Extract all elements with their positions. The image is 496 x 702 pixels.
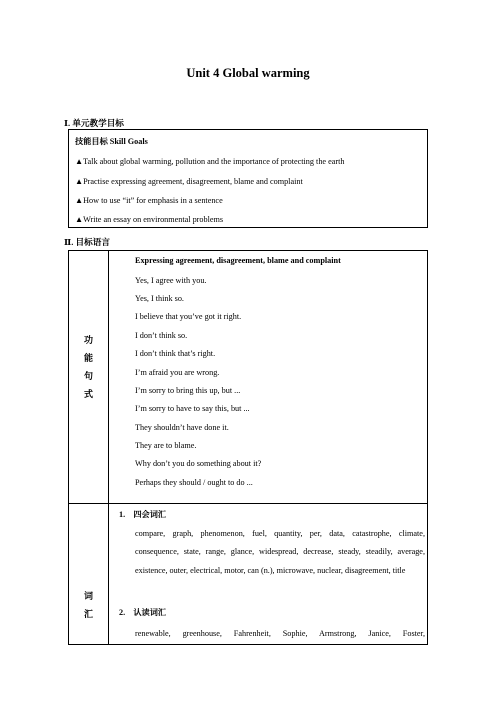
functional-sentence: I’m sorry to have to say this, but ... [135, 404, 250, 413]
vocabulary-label: 词 汇 [83, 591, 93, 619]
functional-sentences-label: 功 能 句 式 [83, 335, 93, 399]
functional-sentence: They shouldn’t have done it. [135, 423, 229, 432]
vocab-list-2: renewable, greenhouse, Fahrenheit, Sophie, Armstrong, Janice, Foster, [135, 629, 425, 638]
skill-goal-item: ▲How to use “it” for emphasis in a sentence [75, 196, 223, 205]
skill-goals-box [68, 129, 428, 228]
vocab-list-1: compare, graph, phenomenon, fuel, quantity, per, data, catastrophe, climate, consequence, state, range, glance, widespread, decrease, steady, steadily, average, existence, outer, electrical, motor, can (n.), microwave, nuclear, disagreement, title [135, 529, 425, 575]
page-title: Unit 4 Global warming [186, 66, 310, 80]
skill-goal-item: ▲Practise expressing agreement, disagreement, blame and complaint [75, 177, 303, 186]
functional-heading: Expressing agreement, disagreement, blame and complaint [135, 256, 341, 265]
vocab-subheading-1: 1. 四会词汇 [119, 510, 167, 519]
skill-goal-item: ▲Talk about global warming, pollution and the importance of protecting the earth [75, 157, 345, 166]
column-divider [108, 251, 109, 644]
functional-sentence: I believe that you’ve got it right. [135, 312, 242, 321]
functional-sentence: I’m sorry to bring this up, but ... [135, 386, 241, 395]
vocab-subheading-2: 2. 认读词汇 [119, 608, 167, 617]
functional-sentence: I don’t think that’s right. [135, 349, 216, 358]
functional-sentence: I don’t think so. [135, 331, 188, 340]
row-divider [69, 503, 427, 504]
functional-sentence: Yes, I agree with you. [135, 276, 207, 285]
target-language-table [68, 250, 428, 645]
section-heading-objectives: Ⅰ. 单元教学目标 [64, 118, 124, 128]
functional-sentence: Yes, I think so. [135, 294, 184, 303]
functional-sentence: Why don’t you do something about it? [135, 459, 262, 468]
skill-goals-heading: 技能目标 Skill Goals [75, 137, 148, 146]
skill-goal-item: ▲Write an essay on environmental problems [75, 215, 224, 224]
functional-sentence: I’m afraid you are wrong. [135, 368, 220, 377]
functional-sentence: They are to blame. [135, 441, 197, 450]
functional-sentence: Perhaps they should / ought to do ... [135, 478, 253, 487]
section-heading-target-language: Ⅱ. 目标语言 [64, 237, 110, 247]
